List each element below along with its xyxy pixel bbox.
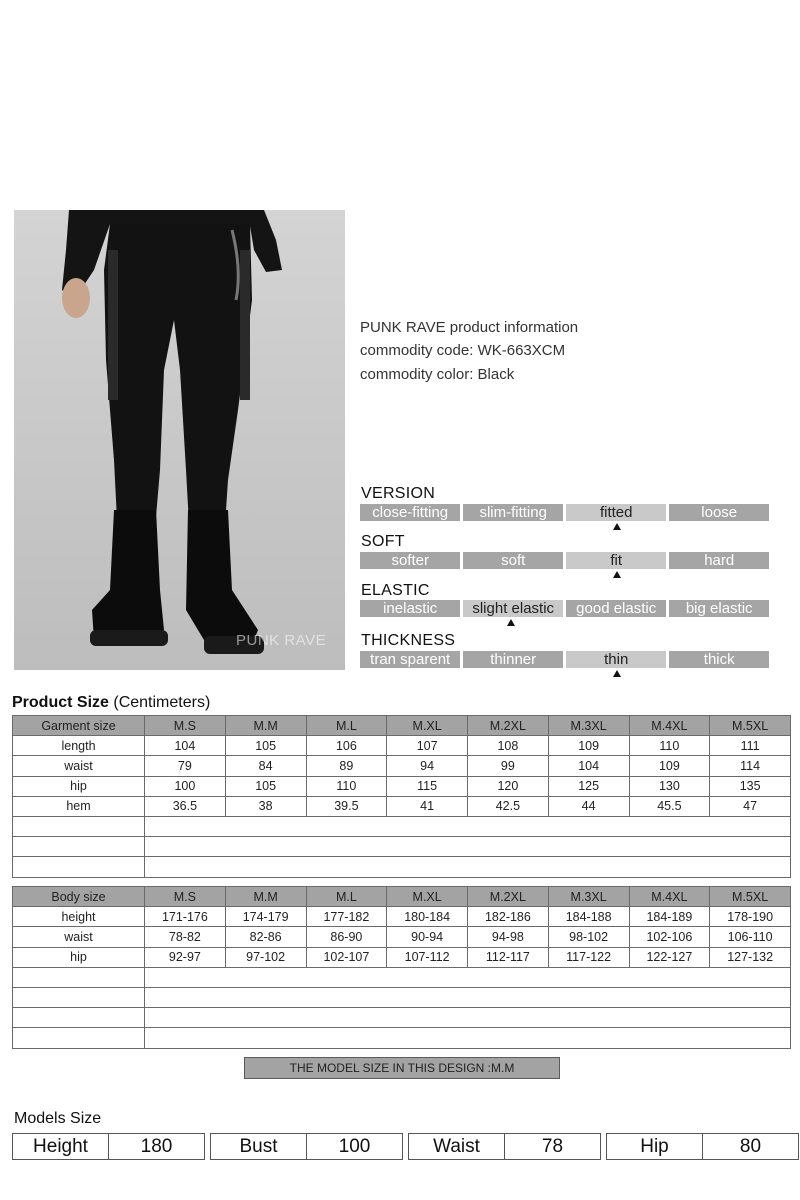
- selected-marker-arrow: [507, 619, 515, 626]
- empty-row: [13, 857, 791, 877]
- attr-row-version: [360, 504, 772, 521]
- table-cell: 86-90: [306, 927, 387, 947]
- attr-option-selected: fitted: [566, 504, 666, 521]
- table-cell: 106-110: [710, 927, 791, 947]
- table-cell: length: [13, 736, 145, 756]
- garment-size-table: [12, 715, 791, 878]
- commodity-code: [360, 342, 565, 359]
- attr-option-selected: slight elastic: [463, 600, 563, 617]
- model-size-note: THE MODEL SIZE IN THIS DESIGN :M.M: [244, 1057, 560, 1079]
- table-cell: 44: [548, 796, 629, 816]
- table-cell: 184-188: [548, 907, 629, 927]
- table-cell: 178-190: [710, 907, 791, 927]
- table-cell: 171-176: [145, 907, 226, 927]
- table-cell: 98-102: [548, 927, 629, 947]
- table-cell: 45.5: [629, 796, 710, 816]
- table-cell: 112-117: [468, 947, 549, 967]
- table-cell: 78-82: [145, 927, 226, 947]
- table-cell: 106: [306, 736, 387, 756]
- product-size-title: [12, 694, 210, 712]
- table-cell: waist: [13, 927, 145, 947]
- table-cell: 110: [629, 736, 710, 756]
- attr-option-selected: thin: [566, 651, 666, 668]
- table-cell: 177-182: [306, 907, 387, 927]
- table-cell: 94-98: [468, 927, 549, 947]
- attr-option: hard: [669, 552, 769, 569]
- table-cell: M.2XL: [468, 887, 549, 907]
- table-cell: 79: [145, 756, 226, 776]
- measure-label: Height: [13, 1134, 109, 1159]
- table-cell: 102-106: [629, 927, 710, 947]
- model-measure-hip: [606, 1133, 799, 1160]
- table-cell: 107-112: [387, 947, 468, 967]
- table-row: [13, 796, 791, 816]
- table-cell: 130: [629, 776, 710, 796]
- table-row: [13, 776, 791, 796]
- attr-title-thickness: THICKNESS: [361, 632, 456, 649]
- attr-title-version: VERSION: [361, 485, 436, 502]
- attr-option: inelastic: [360, 600, 460, 617]
- table-cell: 42.5: [468, 796, 549, 816]
- table-cell: 114: [710, 756, 791, 776]
- selected-marker-arrow: [613, 523, 621, 530]
- attr-option: slim-fitting: [463, 504, 563, 521]
- table-cell: 117-122: [548, 947, 629, 967]
- table-cell: M.M: [225, 716, 306, 736]
- table-cell: M.2XL: [468, 716, 549, 736]
- table-header-row: [13, 887, 791, 907]
- attr-option: tran sparent: [360, 651, 460, 668]
- empty-row: [13, 1008, 791, 1028]
- commodity-color-label: commodity color:: [360, 366, 474, 383]
- model-measure-height: [12, 1133, 205, 1160]
- attr-option: close-fitting: [360, 504, 460, 521]
- empty-row: [13, 1028, 791, 1048]
- table-cell: 127-132: [710, 947, 791, 967]
- table-cell: M.4XL: [629, 716, 710, 736]
- table-cell: M.S: [145, 887, 226, 907]
- table-cell: M.5XL: [710, 887, 791, 907]
- table-row: [13, 736, 791, 756]
- models-size-list: [12, 1133, 799, 1160]
- table-cell: waist: [13, 756, 145, 776]
- table-cell: 100: [145, 776, 226, 796]
- attr-option: big elastic: [669, 600, 769, 617]
- attr-option: softer: [360, 552, 460, 569]
- product-photo: [14, 210, 345, 670]
- table-cell: hip: [13, 776, 145, 796]
- table-cell: 109: [548, 736, 629, 756]
- table-cell: 94: [387, 756, 468, 776]
- attr-option-selected: fit: [566, 552, 666, 569]
- product-size-heading: Product Size: [12, 694, 109, 711]
- table-cell: 120: [468, 776, 549, 796]
- table-cell: 109: [629, 756, 710, 776]
- table-cell: M.L: [306, 887, 387, 907]
- commodity-code-value: WK-663XCM: [477, 342, 566, 359]
- commodity-code-label: commodity code:: [360, 342, 474, 359]
- body-size-table: [12, 886, 791, 1049]
- model-illustration: [14, 210, 345, 670]
- table-cell: Garment size: [13, 716, 145, 736]
- model-measure-waist: [408, 1133, 601, 1160]
- commodity-color-value: Black: [477, 366, 515, 383]
- table-cell: 82-86: [225, 927, 306, 947]
- table-cell: height: [13, 907, 145, 927]
- table-cell: 125: [548, 776, 629, 796]
- table-cell: 104: [145, 736, 226, 756]
- table-header-row: [13, 716, 791, 736]
- table-cell: M.3XL: [548, 887, 629, 907]
- selected-marker-arrow: [613, 571, 621, 578]
- table-cell: 105: [225, 736, 306, 756]
- attr-row-soft: [360, 552, 772, 569]
- table-cell: Body size: [13, 887, 145, 907]
- model-measure-bust: [210, 1133, 403, 1160]
- table-cell: 108: [468, 736, 549, 756]
- table-row: [13, 907, 791, 927]
- table-cell: 36.5: [145, 796, 226, 816]
- measure-value: 100: [338, 1136, 371, 1157]
- table-cell: M.M: [225, 887, 306, 907]
- table-cell: 99: [468, 756, 549, 776]
- photo-watermark: PUNK RAVE: [236, 632, 327, 649]
- empty-row: [13, 987, 791, 1007]
- selected-marker-arrow: [613, 670, 621, 677]
- measure-label: Waist: [409, 1134, 505, 1159]
- table-cell: 182-186: [468, 907, 549, 927]
- table-cell: 174-179: [225, 907, 306, 927]
- table-cell: 84: [225, 756, 306, 776]
- product-size-unit: (Centimeters): [113, 694, 211, 711]
- table-cell: 102-107: [306, 947, 387, 967]
- table-row: [13, 927, 791, 947]
- table-cell: 41: [387, 796, 468, 816]
- empty-row: [13, 837, 791, 857]
- table-cell: 105: [225, 776, 306, 796]
- table-cell: 110: [306, 776, 387, 796]
- table-cell: 39.5: [306, 796, 387, 816]
- attr-option: thinner: [463, 651, 563, 668]
- product-info-title: PUNK RAVE product information: [360, 319, 579, 336]
- attr-option: loose: [669, 504, 769, 521]
- attr-row-thickness: [360, 651, 772, 668]
- table-cell: 115: [387, 776, 468, 796]
- measure-label: Hip: [607, 1134, 703, 1159]
- table-cell: 184-189: [629, 907, 710, 927]
- measure-label: Bust: [211, 1134, 307, 1159]
- commodity-color: [360, 366, 514, 383]
- attr-row-elastic: [360, 600, 772, 617]
- table-cell: M.5XL: [710, 716, 791, 736]
- table-cell: 89: [306, 756, 387, 776]
- attr-option: good elastic: [566, 600, 666, 617]
- table-cell: 122-127: [629, 947, 710, 967]
- table-cell: 38: [225, 796, 306, 816]
- measure-value: 80: [739, 1136, 762, 1157]
- attr-title-elastic: ELASTIC: [361, 582, 430, 599]
- table-cell: M.XL: [387, 716, 468, 736]
- attr-option: thick: [669, 651, 769, 668]
- table-cell: 107: [387, 736, 468, 756]
- table-cell: M.3XL: [548, 716, 629, 736]
- attr-title-soft: SOFT: [361, 533, 405, 550]
- table-cell: M.4XL: [629, 887, 710, 907]
- table-cell: 135: [710, 776, 791, 796]
- table-row: [13, 947, 791, 967]
- measure-value: 180: [140, 1136, 173, 1157]
- measure-value: 78: [541, 1136, 564, 1157]
- table-cell: 97-102: [225, 947, 306, 967]
- attr-option: soft: [463, 552, 563, 569]
- table-cell: hip: [13, 947, 145, 967]
- table-cell: 47: [710, 796, 791, 816]
- models-size-title: Models Size: [14, 1110, 102, 1127]
- table-cell: 92-97: [145, 947, 226, 967]
- table-cell: M.XL: [387, 887, 468, 907]
- table-cell: M.S: [145, 716, 226, 736]
- table-cell: 111: [710, 736, 791, 756]
- empty-row: [13, 816, 791, 836]
- table-row: [13, 756, 791, 776]
- table-cell: hem: [13, 796, 145, 816]
- table-cell: 104: [548, 756, 629, 776]
- table-cell: M.L: [306, 716, 387, 736]
- table-cell: 180-184: [387, 907, 468, 927]
- empty-row: [13, 967, 791, 987]
- table-cell: 90-94: [387, 927, 468, 947]
